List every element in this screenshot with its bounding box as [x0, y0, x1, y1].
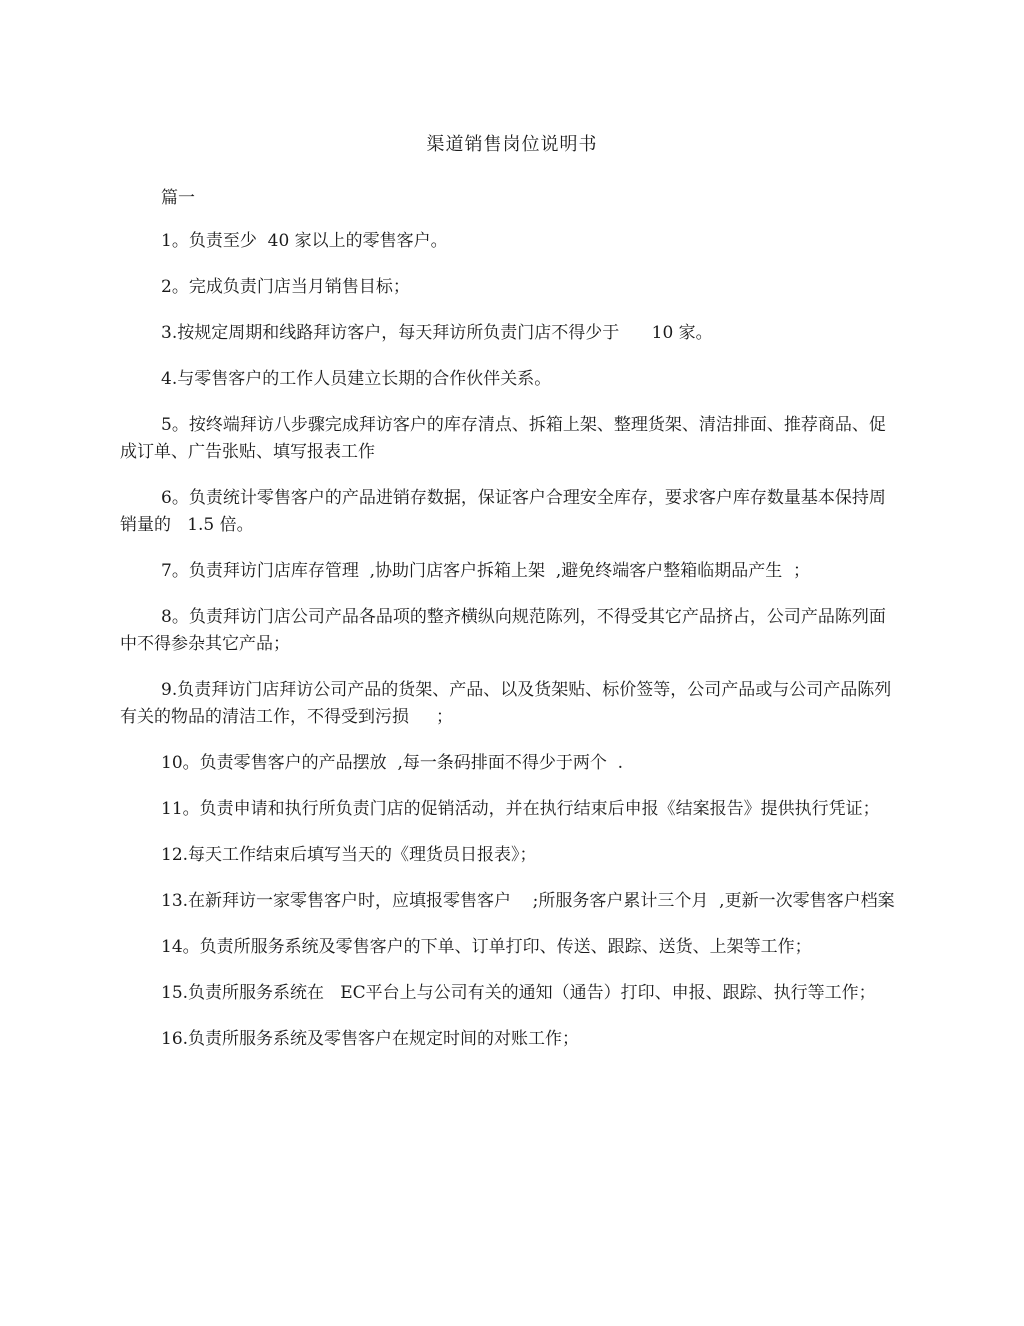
duty-item-15: 15.负责所服务系统在 EC平台上与公司有关的通知（通告）打印、申报、跟踪、执行等工作；: [161, 983, 876, 1003]
duty-item-4: 4.与零售客户的工作人员建立长期的合作伙伴关系。: [161, 369, 552, 389]
duty-item-11: 11。负责申请和执行所负责门店的促销活动，并在执行结束后申报《结案报告》提供执行凭证；: [161, 799, 880, 819]
duty-item-1: 1。负责至少 40 家以上的零售客户。: [161, 231, 448, 251]
duty-item-5: 5。按终端拜访八步骤完成拜访客户的库存清点、拆箱上架、整理货架、清洁排面、推荐商品、促成订单、广告张贴、填写报表工作: [120, 415, 886, 462]
duty-item-6: 6。负责统计零售客户的产品进销存数据，保证客户合理安全库存，要求客户库存数量基本保持周销量的 1.5 倍。: [120, 488, 886, 535]
duty-list: [120, 228, 900, 1072]
duty-item-9: 9.负责拜访门店拜访公司产品的货架、产品、以及货架贴、标价签等，公司产品或与公司产品陈列有关的物品的清洁工作，不得受到污损 ；: [120, 680, 892, 727]
duty-item-10: 10。负责零售客户的产品摆放 ,每一条码排面不得少于两个 .: [161, 753, 624, 773]
duty-item-12: 12.每天工作结束后填写当天的《理货员日报表》；: [161, 845, 537, 865]
duty-item-7: 7。负责拜访门店库存管理 ,协助门店客户拆箱上架 ,避免终端客户整箱临期品产生 ；: [161, 561, 811, 581]
duty-item-3: 3.按规定周期和线路拜访客户，每天拜访所负责门店不得少于 10 家。: [161, 323, 713, 343]
section-heading: 篇一: [161, 188, 195, 208]
duty-item-14: 14。负责所服务系统及零售客户的下单、订单打印、传送、跟踪、送货、上架等工作；: [161, 937, 812, 957]
duty-item-8: 8。负责拜访门店公司产品各品项的整齐横纵向规范陈列，不得受其它产品挤占，公司产品陈列面中不得参杂其它产品；: [120, 607, 886, 654]
duty-item-13: 13.在新拜访一家零售客户时，应填报零售客户 ;所服务客户累计三个月 ,更新一次零售客户档案: [161, 891, 895, 911]
document-title: 渠道销售岗位说明书: [426, 134, 598, 155]
duty-item-2: 2。完成负责门店当月销售目标；: [161, 277, 410, 297]
duty-item-16: 16.负责所服务系统及零售客户在规定时间的对账工作；: [161, 1029, 580, 1049]
